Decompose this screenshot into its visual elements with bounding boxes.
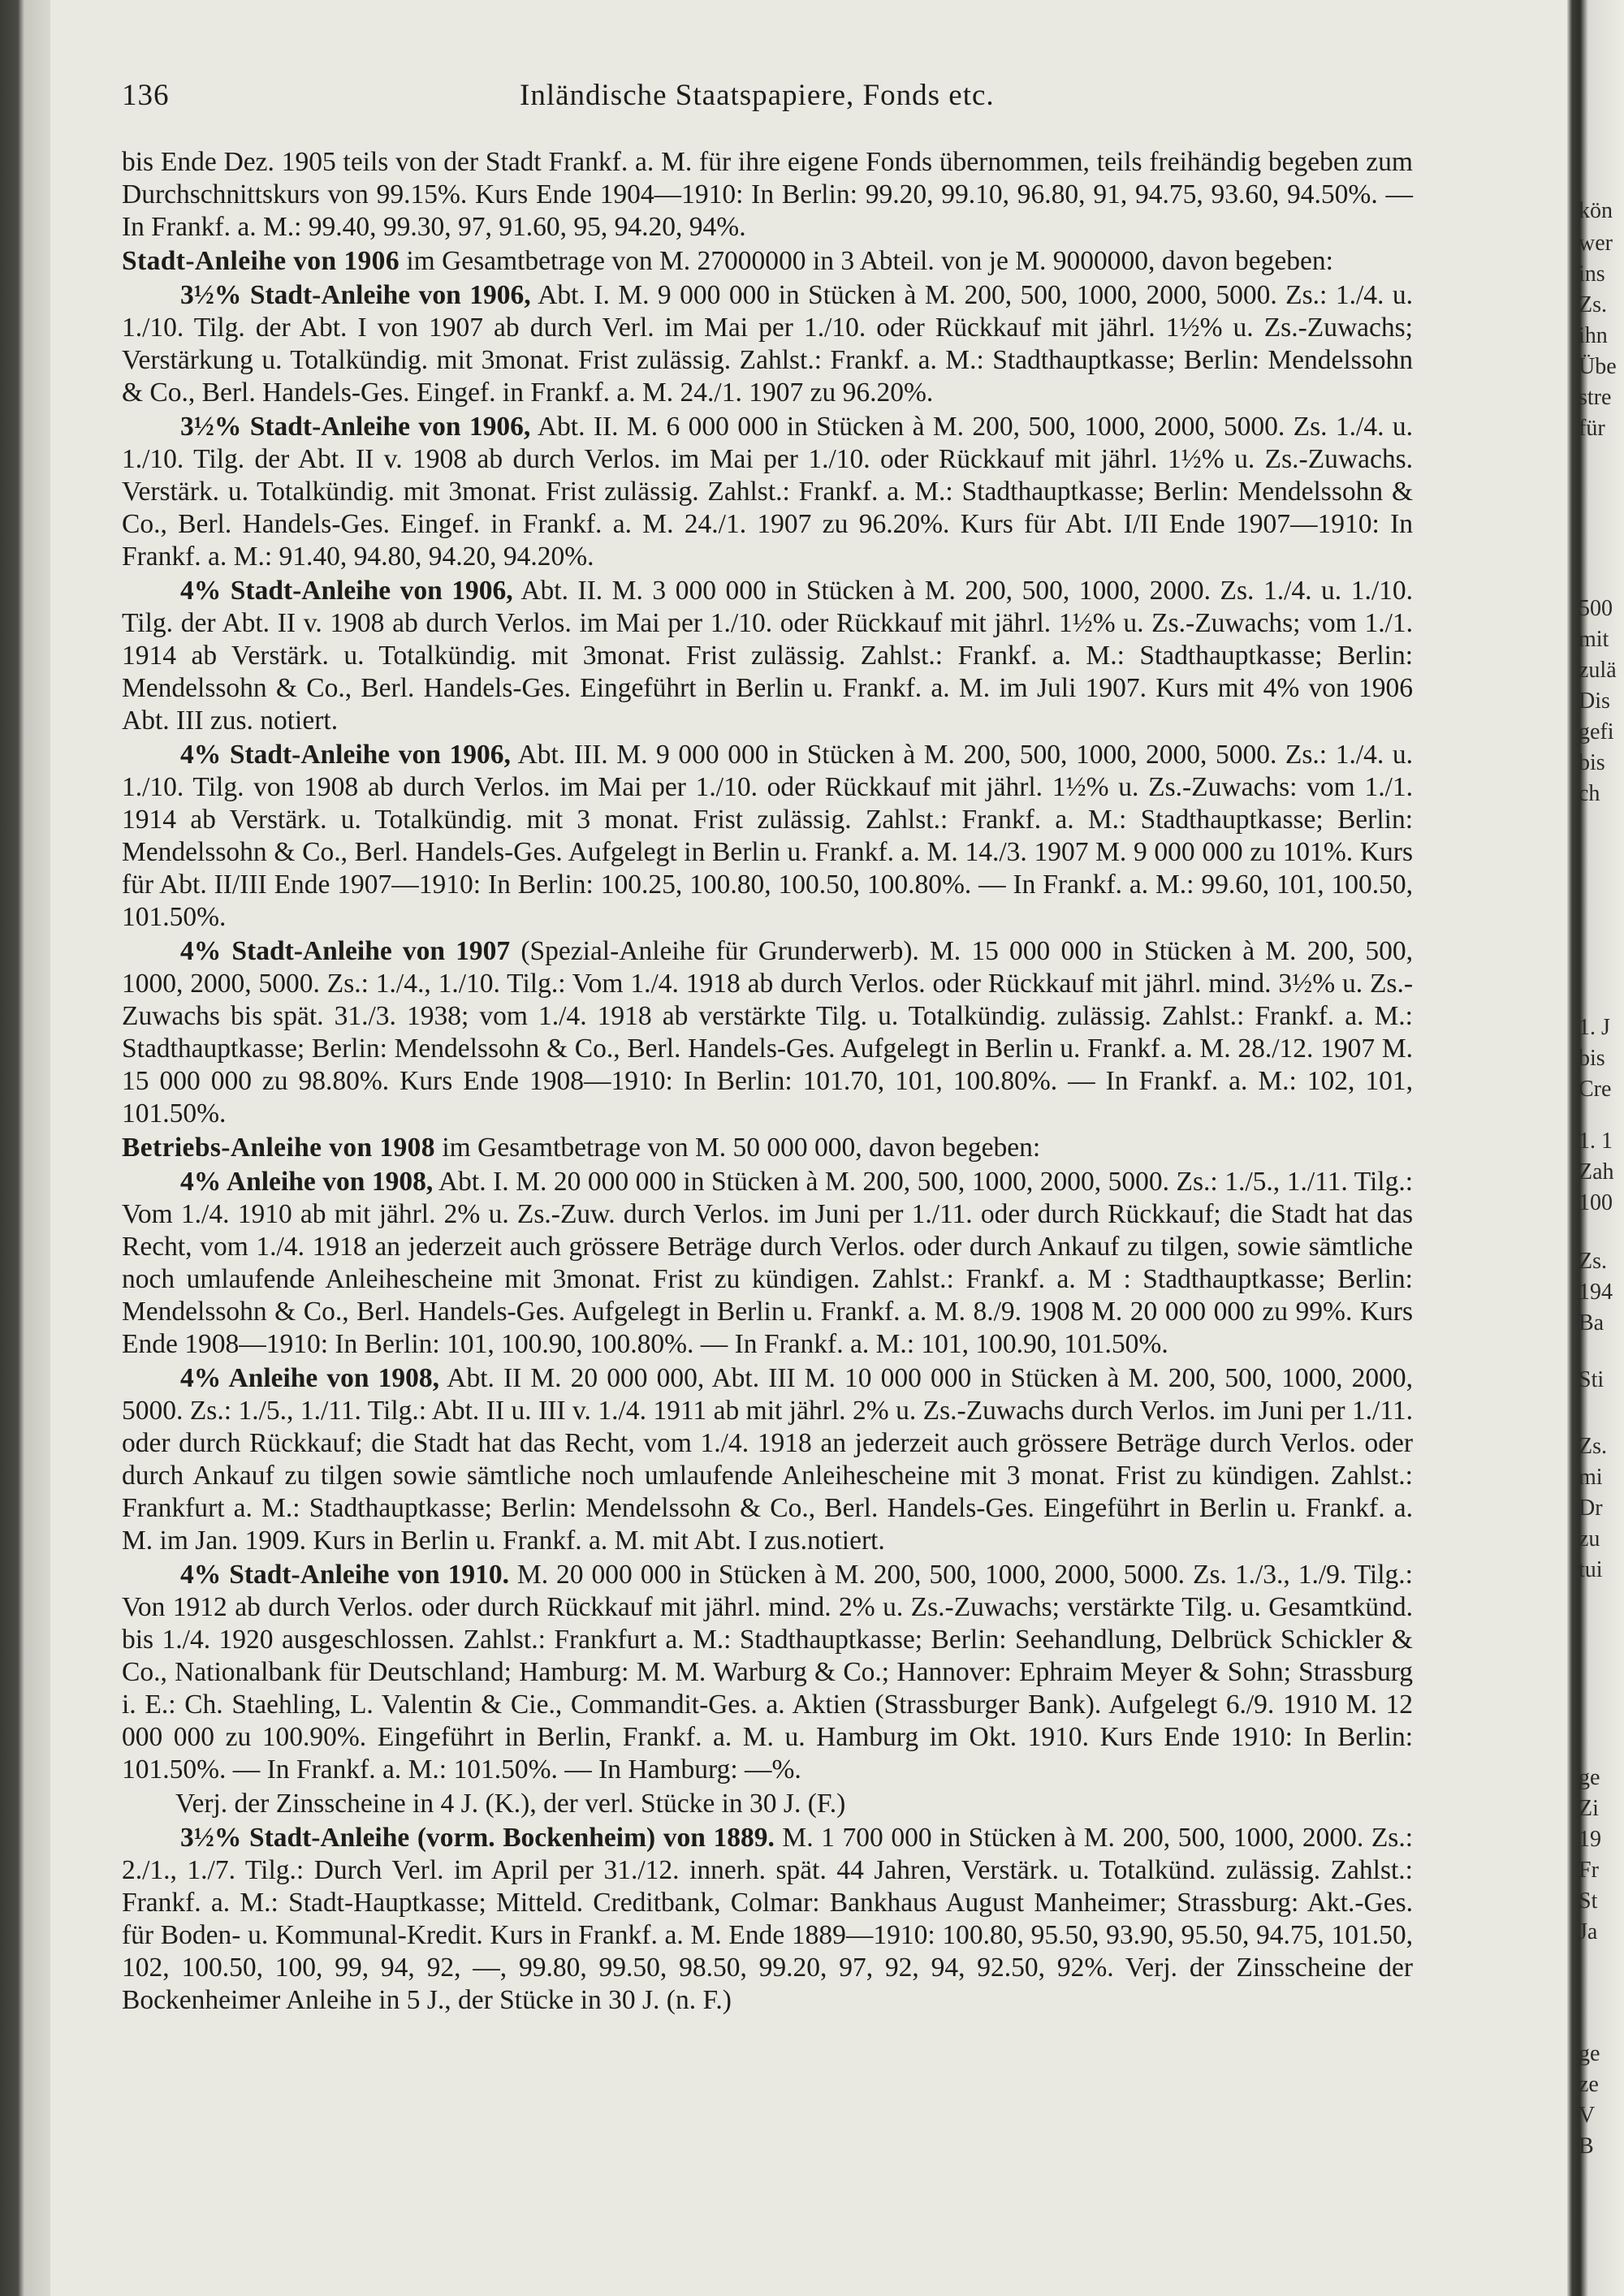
fragment-line: Fr (1579, 1858, 1599, 1883)
entry-text: im Gesamtbetrage von M. 27000000 in 3 Abteil. von je M. 9000000, davon begeben: (399, 246, 1333, 276)
fragment-line: ihn (1579, 323, 1608, 348)
fragment-line: 194 (1579, 1280, 1613, 1305)
entry-1907 (122, 935, 1413, 1130)
entry-1906-abt-3 (122, 739, 1413, 934)
fragment-line: Zi (1579, 1796, 1599, 1821)
document-page (122, 80, 1413, 2018)
entry-betriebs-anleihe-1908 (122, 1132, 1413, 1164)
fragment-line: gefi (1579, 719, 1614, 744)
fragment-line: ins (1579, 261, 1605, 287)
fragment-line: ge (1579, 1765, 1600, 1790)
entry-heading: 3½% Stadt-Anleihe von 1906, (180, 280, 531, 310)
fragment-line: Ba (1579, 1310, 1605, 1336)
verjaehrung-note (122, 1788, 1413, 1820)
entry-text: Abt. II. M. 3 000 000 in Stücken à M. 200, 500, 1000, 2000. Zs. 1./4. u. 1./10. Tilg. der Abt. II v. 1908 ab durch Verlos. im Mai per 1./10. oder Rückkauf mit jährl. 1½% u. Zs.-Zuwachs; vom 1./1. 1914 ab Verstärk. u. Totalkündig. mit 3monat. Frist zulässig. Zahlst.: Frankf. a. M.: Stadthauptkasse; Berlin: Mendelssohn & Co., Berl. Handels-Ges. Eingeführt in Berlin u. Frankf. a. M. im Juli 1907. Kurs mit 4% von 1906 Abt. III zus. notiert. (122, 576, 1413, 736)
entry-heading: 3½% Stadt-Anleihe von 1906, (180, 412, 531, 442)
entry-heading: 4% Anleihe von 1908, (180, 1167, 434, 1197)
entry-text: Abt. I. M. 20 000 000 in Stücken à M. 200, 500, 1000, 2000, 5000. Zs.: 1./5., 1./11. Tilg.: Vom 1./4. 1910 ab mit jährl. 2% u. Zs.-Zuw. durch Verlos. im Juni per 1./11. oder durch Rückkauf; die Stadt hat das Recht, vom 1./4. 1918 an jederzeit auch grössere Beträge durch Verlos. oder durch Ankauf zu tilgen, sowie sämtliche noch umlaufende Anleihescheine mit 3monat. Frist zu kündigen. Zahlst.: Frankf. a. M : Stadthauptkasse; Berlin: Mendelssohn & Co., Berl. Handels-Ges. Aufgelegt in Berlin u. Frankf. a. M. 8./9. 1908 M. 20 000 000 zu 99%. Kurs Ende 1908—1910: In Berlin: 101, 100.90, 100.80%. — In Frankf. a. M.: 101, 100.90, 101.50%. (122, 1167, 1414, 1359)
entry-text: im Gesamtbetrage von M. 50 000 000, davon begeben: (434, 1133, 1041, 1163)
fragment-line: stre (1579, 385, 1612, 410)
entry-text: (Spezial-Anleihe für Grunderwerb). M. 15 000 000 in Stücken à M. 200, 500, 1000, 2000, 5000. Zs.: 1./4., 1./10. Tilg.: Vom 1./4. 1918 ab durch Verlos. oder Rückkauf mit jährl. mind. 3½% u. Zs.-Zuwachs bis spät. 31./3. 1938; vom 1./4. 1918 ab verstärkte Tilg. u. Totalkündig. zulässig. Zahlst.: Frankf. a. M.: Stadthauptkasse; Berlin: Mendelssohn & Co., Berl. Handels-Ges. Aufgelegt in Berlin u. Frankf. a. M. 28./12. 1907 M. 15 000 000 zu 98.80%. Kurs Ende 1908—1910: In Berlin: 101.70, 101, 100.80%. — In Frankf. a. M.: 102, 101, 101.50%. (122, 936, 1413, 1129)
fragment-line: V (1579, 2103, 1596, 2128)
entry-1908-abt-2-3 (122, 1362, 1413, 1557)
fragment-line: tui (1579, 1557, 1603, 1582)
entry-text: Abt. III. M. 9 000 000 in Stücken à M. 200, 500, 1000, 2000, 5000. Zs.: 1./4. u. 1./10. Tilg. von 1908 ab durch Verlos. im Mai per 1./10. oder Rückkauf mit jährl. 1½% u. Zs.-Zuwachs: vom 1./1. 1914 ab Verstärk. u. Totalkündig. mit 3 monat. Frist zulässig. Zahlst.: Frankf. a. M.: Stadthauptkasse; Berlin: Mendelssohn & Co., Berl. Handels-Ges. Aufgelegt in Berlin u. Frankf. a. M. 14./3. 1907 M. 9 000 000 zu 101%. Kurs für Abt. II/III Ende 1907—1910: In Berlin: 100.25, 100.80, 100.50, 100.80%. — In Frankf. a. M.: 99.60, 101, 100.50, 101.50%. (122, 740, 1413, 932)
entry-1906-abt-1 (122, 279, 1413, 409)
adjacent-page-fragment (1575, 0, 1624, 2296)
entry-text: M. 20 000 000 in Stücken à M. 200, 500, 1000, 2000, 5000. Zs. 1./3., 1./9. Tilg.: Von 1912 ab durch Verlos. oder durch Rückkauf mit jährl. mind. 2% u. Zs.-Zuwachs; verstärkte Tilg. u. Gesamtkünd. bis 1./4. 1920 ausgeschlossen. Zahlst.: Frankfurt a. M.: Stadthauptkasse; Berlin: Seehandlung, Delbrück Schickler & Co., Nationalbank für Deutschland; Hamburg: M. M. Warburg & Co.; Hannover: Ephraim Meyer & Sohn; Strassburg i. E.: Ch. Staehling, L. Valentin & Cie., Commandit-Ges. a. Aktien (Strassburger Bank). Aufgelegt 6./9. 1910 M. 12 000 000 zu 100.90%. Eingeführt in Berlin, Frankf. a. M. u. Hamburg im Okt. 1910. Kurs Ende 1910: In Berlin: 101.50%. — In Frankf. a. M.: 101.50%. — In Hamburg: —%. (122, 1560, 1413, 1785)
fragment-line: 19 (1579, 1827, 1601, 1852)
fragment-line: Dr (1579, 1495, 1603, 1521)
entry-1908-abt-1 (122, 1166, 1413, 1361)
fragment-line: 100 (1579, 1190, 1613, 1215)
fragment-line: 1. J (1579, 1015, 1610, 1040)
fragment-line: Zs. (1579, 1434, 1607, 1459)
running-title: Inländische Staatspapiere, Fonds etc. (520, 79, 995, 112)
page-number: 136 (122, 79, 170, 112)
scan-binding-shadow (0, 0, 50, 2296)
fragment-line: bis (1579, 750, 1605, 775)
fragment-line: ze (1579, 2072, 1599, 2097)
entry-stadt-anleihe-1906 (122, 245, 1413, 278)
fragment-line: Übe (1579, 354, 1617, 379)
fragment-line: bis (1579, 1046, 1605, 1071)
fragment-line: Zah (1579, 1159, 1614, 1185)
entry-text: M. 1 700 000 in Stücken à M. 200, 500, 1000, 2000. Zs.: 2./1., 1./7. Tilg.: Durch Verl. im April per 31./12. innerh. spät. 44 Jahren, Verstärk. u. Totalkünd. zulässig. Zahlst.: Frankf. a. M.: Stadt-Hauptkasse; Mitteld. Creditbank, Colmar: Bankhaus August Manheimer; Strassburg: Akt.-Ges. für Boden- u. Kommunal-Kredit. Kurs in Frankf. a. M. Ende 1889—1910: 100.80, 95.50, 93.90, 95.50, 94.75, 101.50, 102, 100.50, 100, 99, 94, 92, —, 99.80, 99.50, 98.50, 99.20, 97, 92, 94, 92.50, 92%. Verj. der Zinsscheine der Bockenheimer Anleihe in 5 J., der Stücke in 30 J. (n. F.) (122, 1823, 1414, 2015)
fragment-line: für (1579, 416, 1605, 441)
fragment-line: mit (1579, 627, 1609, 652)
fragment-line: 500 (1579, 596, 1613, 621)
fragment-line: Zs. (1579, 292, 1607, 317)
entry-text: Abt. II. M. 6 000 000 in Stücken à M. 200, 500, 1000, 2000, 5000. Zs. 1./4. u. 1./10. Tilg. der Abt. II v. 1908 ab durch Verlos. im Mai per 1./10. oder Rückkauf mit jährl. 1½% u. Zs.-Zuwachs. Verstärk. u. Totalkündig. mit 3monat. Frist zulässig. Zahlst.: Frankf. a. M.: Stadthauptkasse; Berlin: Mendelssohn & Co., Berl. Handels-Ges. Eingef. in Frankf. a. M. 24./1. 1907 zu 96.20%. Kurs für Abt. I/II Ende 1907—1910: In Frankf. a. M.: 91.40, 94.80, 94.20, 94.20%. (122, 412, 1413, 572)
fragment-line: kön (1579, 198, 1613, 223)
entry-heading: 3½% Stadt-Anleihe (vorm. Bockenheim) von 1889. (180, 1823, 775, 1853)
fragment-line: zu (1579, 1526, 1600, 1552)
fragment-line: Dis (1579, 688, 1610, 714)
fragment-line: zulä (1579, 658, 1617, 683)
intro-paragraph: bis Ende Dez. 1905 teils von der Stadt Frankf. a. M. für ihre eigene Fonds übernommen, teils freihändig begeben zum Durchschnittskurs von 99.15%. Kurs Ende 1904—1910: In Berlin: 99.20, 99.10, 96.80, 91, 94.75, 93.60, 94.50%. — In Frankf. a. M.: 99.40, 99.30, 97, 91.60, 95, 94.20, 94%. (122, 147, 1413, 242)
entry-1910 (122, 1559, 1413, 1786)
fragment-line: 1. 1 (1579, 1129, 1613, 1154)
entry-heading: Betriebs-Anleihe von 1908 (122, 1133, 435, 1163)
page-header (122, 80, 1413, 122)
entry-1906-abt-2-4 (122, 575, 1413, 737)
entry-1906-abt-2-35 (122, 411, 1413, 573)
fragment-line: Sti (1579, 1367, 1605, 1392)
fragment-line: ge (1579, 2041, 1600, 2066)
entry-text: Verj. der Zinsscheine in 4 J. (K.), der verl. Stücke in 30 J. (F.) (175, 1789, 846, 1819)
entry-heading: 4% Stadt-Anleihe von 1906, (180, 740, 511, 770)
entry-heading: 4% Stadt-Anleihe von 1907 (180, 936, 511, 966)
fragment-line: Cre (1579, 1077, 1612, 1102)
fragment-line: Ja (1579, 1919, 1598, 1944)
entry-text: Abt. II M. 20 000 000, Abt. III M. 10 000 000 in Stücken à M. 200, 500, 1000, 2000, 5000. Zs.: 1./5., 1./11. Tilg.: Abt. II u. III v. 1./4. 1911 ab mit jährl. 2% u. Zs.-Zuwachs durch Verlos. im Juni per 1./11. oder durch Rückkauf; die Stadt hat das Recht, vom 1./4. 1918 an jederzeit auch grössere Beträge durch Verlos. oder durch Ankauf zu tilgen sowie sämtliche noch umlaufende Anleihescheine mit 3 monat. Frist zu kündigen. Zahlst.: Frankfurt a. M.: Stadthauptkasse; Berlin: Mendelssohn & Co., Berl. Handels-Ges. Eingeführt in Berlin u. Frankf. a. M. im Jan. 1909. Kurs in Berlin u. Frankf. a. M. mit Abt. I zus.notiert. (122, 1363, 1414, 1556)
fragment-line: St (1579, 1888, 1598, 1914)
fragment-line: B (1579, 2134, 1594, 2159)
entry-heading: 4% Anleihe von 1908, (180, 1363, 440, 1393)
entry-text: Abt. I. M. 9 000 000 in Stücken à M. 200, 500, 1000, 2000, 5000. Zs.: 1./4. u. 1./10. Tilg. der Abt. I von 1907 ab durch Verl. im Mai per 1./10. oder Rückkauf mit jährl. 1½% u. Zs.-Zuwachs; Verstärkung u. Totalkündig. mit 3monat. Frist zulässig. Zahlst.: Frankf. a. M.: Stadthauptkasse; Berlin: Mendelssohn & Co., Berl. Handels-Ges. Eingef. in Frankf. a. M. 24./1. 1907 zu 96.20%. (122, 280, 1413, 408)
fragment-line: mi (1579, 1465, 1603, 1490)
fragment-line: wer (1579, 231, 1613, 256)
entry-bockenheim-1889 (122, 1822, 1413, 2017)
entry-heading: 4% Stadt-Anleihe von 1906, (180, 576, 513, 606)
fragment-line: ch (1579, 781, 1600, 806)
entry-heading: 4% Stadt-Anleihe von 1910. (180, 1560, 509, 1590)
entry-heading: Stadt-Anleihe von 1906 (122, 246, 400, 276)
fragment-line: Zs. (1579, 1249, 1607, 1274)
